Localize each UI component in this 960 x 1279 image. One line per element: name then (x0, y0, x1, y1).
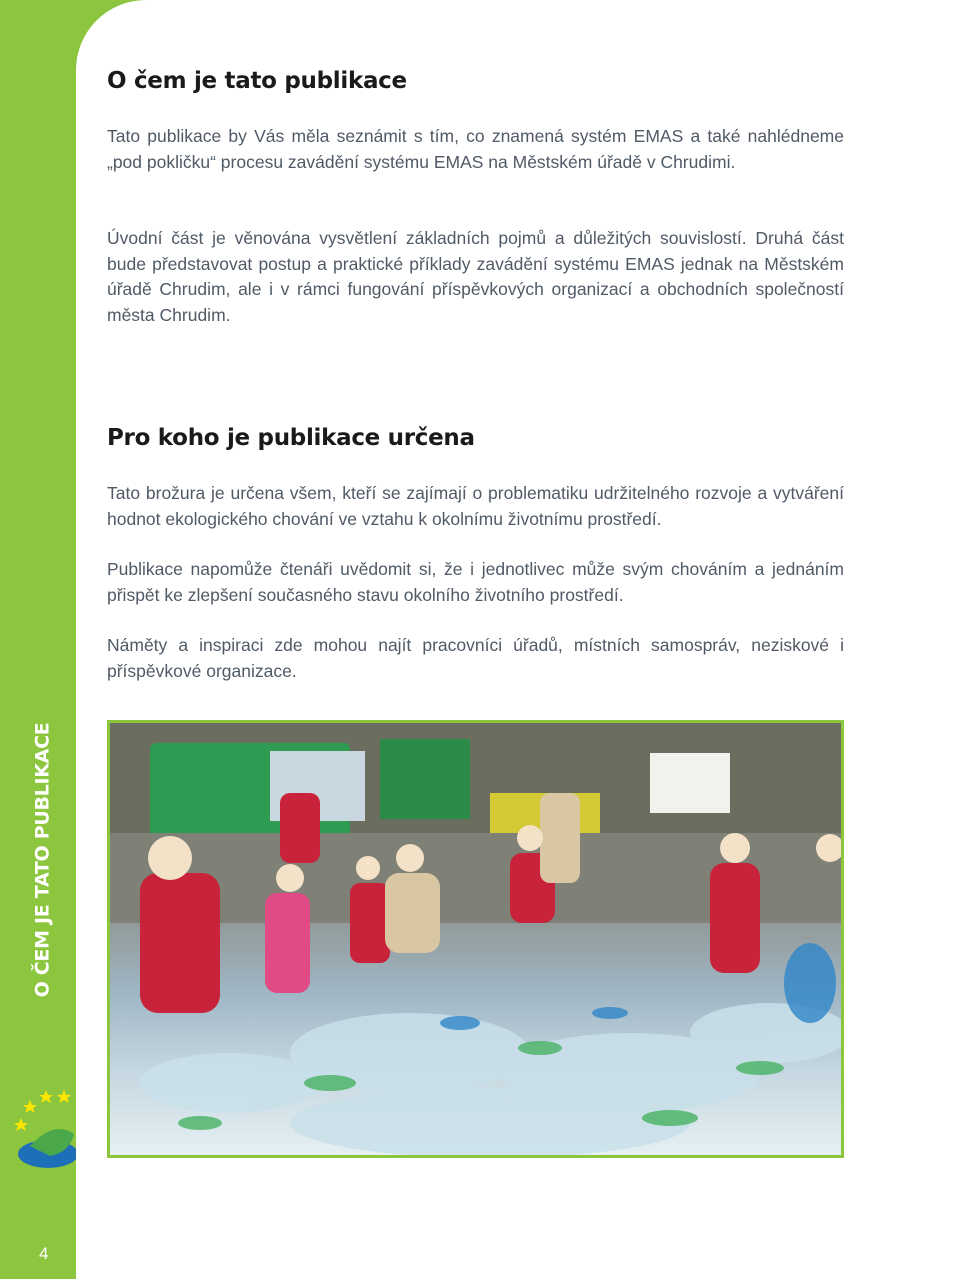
page-content (107, 64, 844, 684)
section-heading-about: O čem je tato publikace (107, 68, 407, 94)
page-number: 4 (39, 1244, 49, 1263)
section-heading-audience: Pro koho je publikace určena (107, 425, 475, 451)
eu-eco-label-icon (10, 1082, 82, 1182)
side-section-label: O ČEM JE TATO PUBLIKACE (31, 722, 53, 998)
paragraph: Náměty a inspiraci zde mohou najít pracovníci úřadů, místních samospráv, neziskové i příspěvkové organizace. (107, 635, 844, 681)
paragraph: Úvodní část je věnována vysvětlení základních pojmů a důležitých souvislostí. Druhá část bude představovat postup a praktické příklady zavádění systému EMAS jednak na Městském úřadě Chrudim, ale i v rámci fungování příspěvkových organizací a obchodních společností města Chrudim. (107, 228, 844, 325)
paragraph: Tato brožura je určena všem, kteří se zajímají o problematiku udržitelného rozvoje a vytváření hodnot ekologického chování ve vztahu k okolnímu životnímu prostředí. (107, 483, 844, 529)
photo-children-collecting-plastic-bottles (107, 720, 844, 1158)
paragraph: Tato publikace by Vás měla seznámit s tím, co znamená systém EMAS a také nahlédneme „pod pokličku“ procesu zavádění systému EMAS na Městském úřadě v Chrudimi. (107, 126, 844, 172)
paragraph: Publikace napomůže čtenáři uvědomit si, že i jednotlivec může svým chováním a jednáním přispět ke zlepšení současného stavu okolního životního prostředí. (107, 559, 844, 605)
